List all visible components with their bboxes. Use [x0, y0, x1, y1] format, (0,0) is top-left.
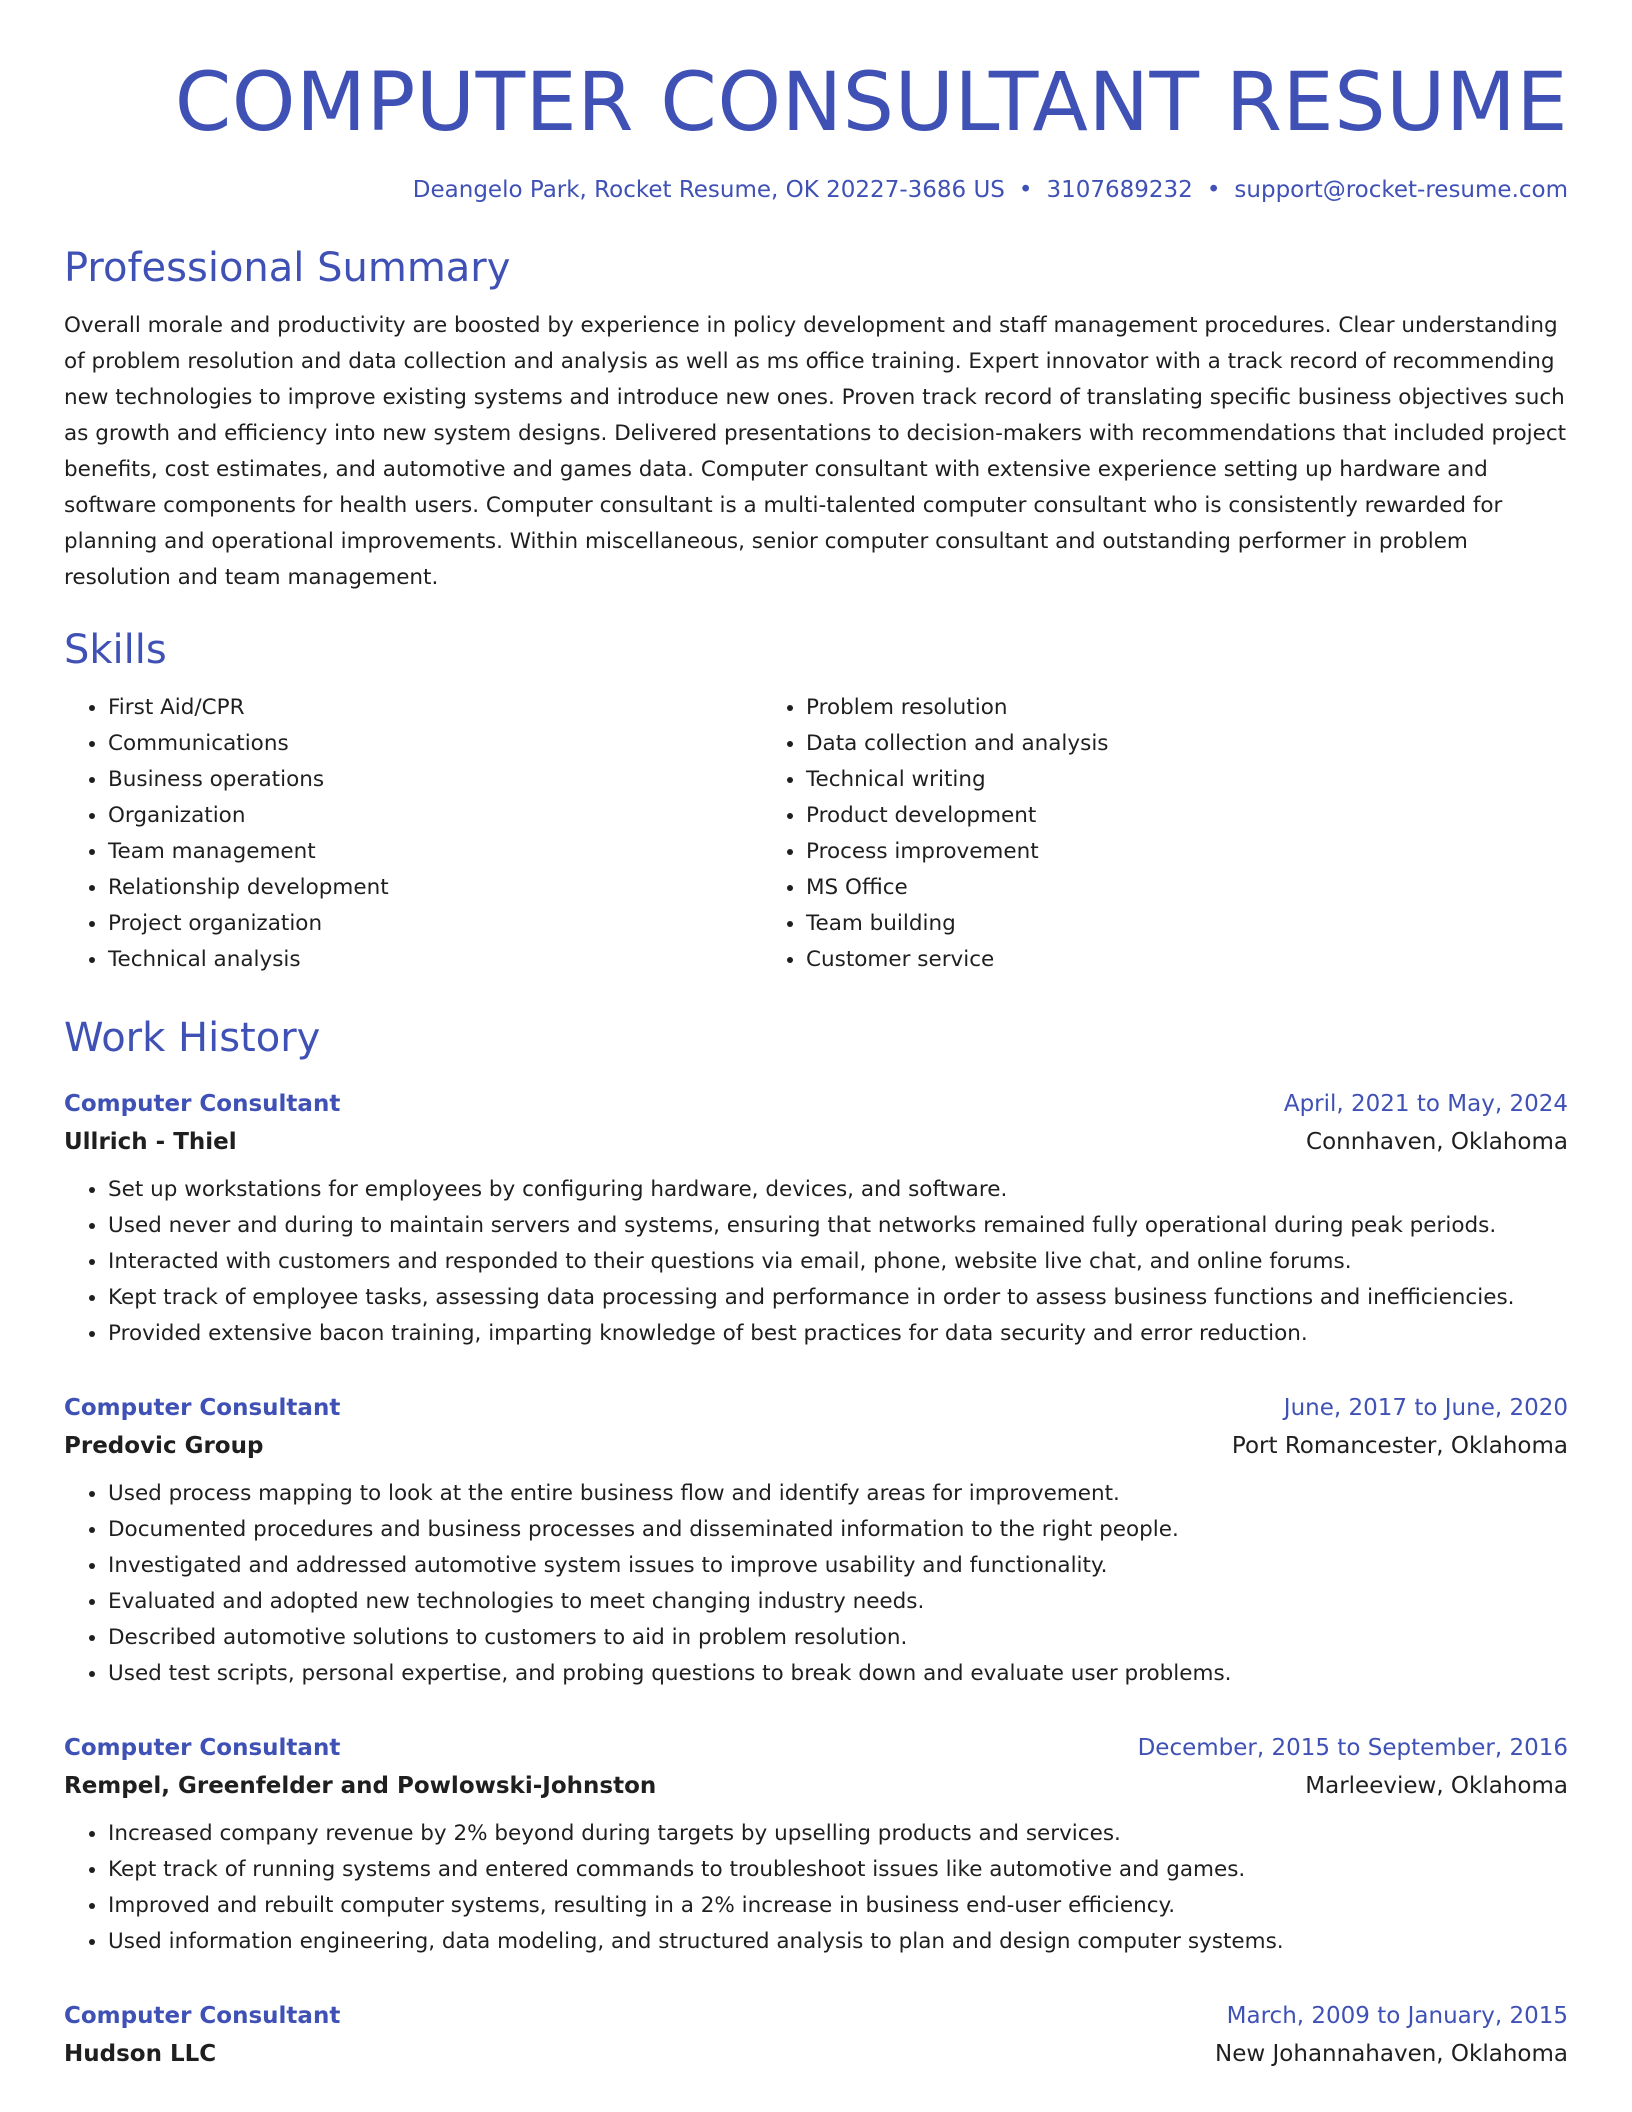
job-dates: December, 2015 to September, 2016 — [1137, 1735, 1568, 1761]
job-bullet: • Used process mapping to look at the entire business flow and identify areas for improvement. — [108, 1476, 1568, 1512]
job-bullet: • Evaluated and adopted new technologies to meet changing industry needs. — [108, 1584, 1568, 1620]
skill-item: • Team building — [806, 906, 1504, 942]
job-title: Computer Consultant — [64, 1395, 341, 1421]
job-company-row — [64, 2034, 1568, 2074]
job-dates: March, 2009 to January, 2015 — [1226, 2003, 1568, 2029]
job-title: Computer Consultant — [64, 1091, 341, 1117]
job-entry — [64, 1730, 1568, 1960]
summary-text: Overall morale and productivity are boosted by experience in policy development and staff management procedures. Clear understanding of problem resolution and data collection and analysis as well as ms office training. Expert innovator with a track record of recommending new technologies to improve existing systems and introduce new ones. Proven track record of translating specific business objectives such as growth and efficiency into new system designs. Delivered presentations to decision-makers with recommendations that included project benefits, cost estimates, and automotive and games data. Computer consultant with extensive experience setting up hardware and software components for health users. Computer consultant is a multi-talented computer consultant who is consistently rewarded for planning and operational improvements. Within miscellaneous, senior computer consultant and outstanding performer in problem resolution and team management. — [64, 313, 1567, 590]
summary-heading: Professional Summary — [64, 245, 511, 291]
skill-item: • MS Office — [806, 870, 1504, 906]
job-bullet: • Interacted with customers and responded to their questions via email, phone, website live chat, and online forums. — [108, 1244, 1568, 1280]
skills-heading: Skills — [64, 627, 167, 673]
skill-item: • First Aid/CPR — [108, 690, 762, 726]
job-header-row — [64, 1730, 1568, 1766]
job-company: Rempel, Greenfelder and Powlowski-Johnston — [64, 1773, 657, 1799]
skill-item: • Relationship development — [108, 870, 762, 906]
job-bullets — [64, 1172, 1568, 1352]
job-bullet: • Used test scripts, personal expertise, and probing questions to break down and evaluate user problems. — [108, 1656, 1568, 1692]
skill-item: • Technical analysis — [108, 942, 762, 978]
resume-title: COMPUTER CONSULTANT RESUME — [174, 56, 1568, 150]
job-company-row — [64, 1426, 1568, 1466]
skill-item: • Product development — [806, 798, 1504, 834]
skill-item: • Project organization — [108, 906, 762, 942]
job-header-row — [64, 1390, 1568, 1426]
skills-list — [64, 690, 1568, 978]
resume-page — [64, 0, 1568, 2074]
job-bullet: • Increased company revenue by 2% beyond during targets by upselling products and services. — [108, 1816, 1568, 1852]
skill-item: • Technical writing — [806, 762, 1504, 798]
job-bullets — [64, 1476, 1568, 1692]
job-company: Predovic Group — [64, 1433, 264, 1459]
skill-item: • Organization — [108, 798, 762, 834]
job-header-row — [64, 1998, 1568, 2034]
job-bullets — [64, 1816, 1568, 1960]
skill-item: • Process improvement — [806, 834, 1504, 870]
job-dates: April, 2021 to May, 2024 — [1283, 1091, 1568, 1117]
job-location: New Johannahaven, Oklahoma — [1215, 2041, 1568, 2067]
skill-item: • Customer service — [806, 942, 1504, 978]
contact-line — [64, 174, 1568, 206]
job-entry — [64, 1086, 1568, 1352]
skills-column-right — [762, 690, 1504, 978]
skill-item: • Business operations — [108, 762, 762, 798]
skill-item: • Problem resolution — [806, 690, 1504, 726]
job-bullet: • Provided extensive bacon training, imparting knowledge of best practices for data security and error reduction. — [108, 1316, 1568, 1352]
job-location: Connhaven, Oklahoma — [1306, 1129, 1568, 1155]
skill-item: • Team management — [108, 834, 762, 870]
job-bullet: • Set up workstations for employees by configuring hardware, devices, and software. — [108, 1172, 1568, 1208]
contact-email: support@rocket-resume.com — [1234, 177, 1568, 203]
job-bullet: • Documented procedures and business processes and disseminated information to the right people. — [108, 1512, 1568, 1548]
job-location: Port Romancester, Oklahoma — [1231, 1433, 1568, 1459]
job-entry — [64, 1998, 1568, 2074]
contact-separator: • — [1206, 177, 1221, 203]
job-bullet: • Improved and rebuilt computer systems, resulting in a 2% increase in business end-user efficiency. — [108, 1888, 1568, 1924]
skill-item: • Communications — [108, 726, 762, 762]
contact-phone: 3107689232 — [1046, 177, 1193, 203]
skills-column-left — [64, 690, 762, 978]
work-history-heading: Work History — [64, 1015, 321, 1061]
job-company: Ullrich - Thiel — [64, 1129, 237, 1155]
job-bullet: • Used never and during to maintain servers and systems, ensuring that networks remained fully operational during peak periods. — [108, 1208, 1568, 1244]
job-dates: June, 2017 to June, 2020 — [1283, 1395, 1568, 1421]
job-company-row — [64, 1766, 1568, 1806]
skill-item: • Data collection and analysis — [806, 726, 1504, 762]
job-location: Marleeview, Oklahoma — [1305, 1773, 1568, 1799]
job-bullet: • Kept track of running systems and entered commands to troubleshoot issues like automotive and games. — [108, 1852, 1568, 1888]
job-company-row — [64, 1122, 1568, 1162]
job-bullet: • Described automotive solutions to customers to aid in problem resolution. — [108, 1620, 1568, 1656]
job-bullet: • Kept track of employee tasks, assessing data processing and performance in order to assess business functions and inefficiencies. — [108, 1280, 1568, 1316]
job-bullet: • Investigated and addressed automotive system issues to improve usability and functionality. — [108, 1548, 1568, 1584]
contact-address: Deangelo Park, Rocket Resume, OK 20227-3686 US — [412, 177, 1005, 203]
job-company: Hudson LLC — [64, 2041, 217, 2067]
job-entry — [64, 1390, 1568, 1692]
job-bullet: • Used information engineering, data modeling, and structured analysis to plan and design computer systems. — [108, 1924, 1568, 1960]
contact-separator: • — [1018, 177, 1033, 203]
job-header-row — [64, 1086, 1568, 1122]
job-title: Computer Consultant — [64, 1735, 341, 1761]
job-title: Computer Consultant — [64, 2003, 341, 2029]
